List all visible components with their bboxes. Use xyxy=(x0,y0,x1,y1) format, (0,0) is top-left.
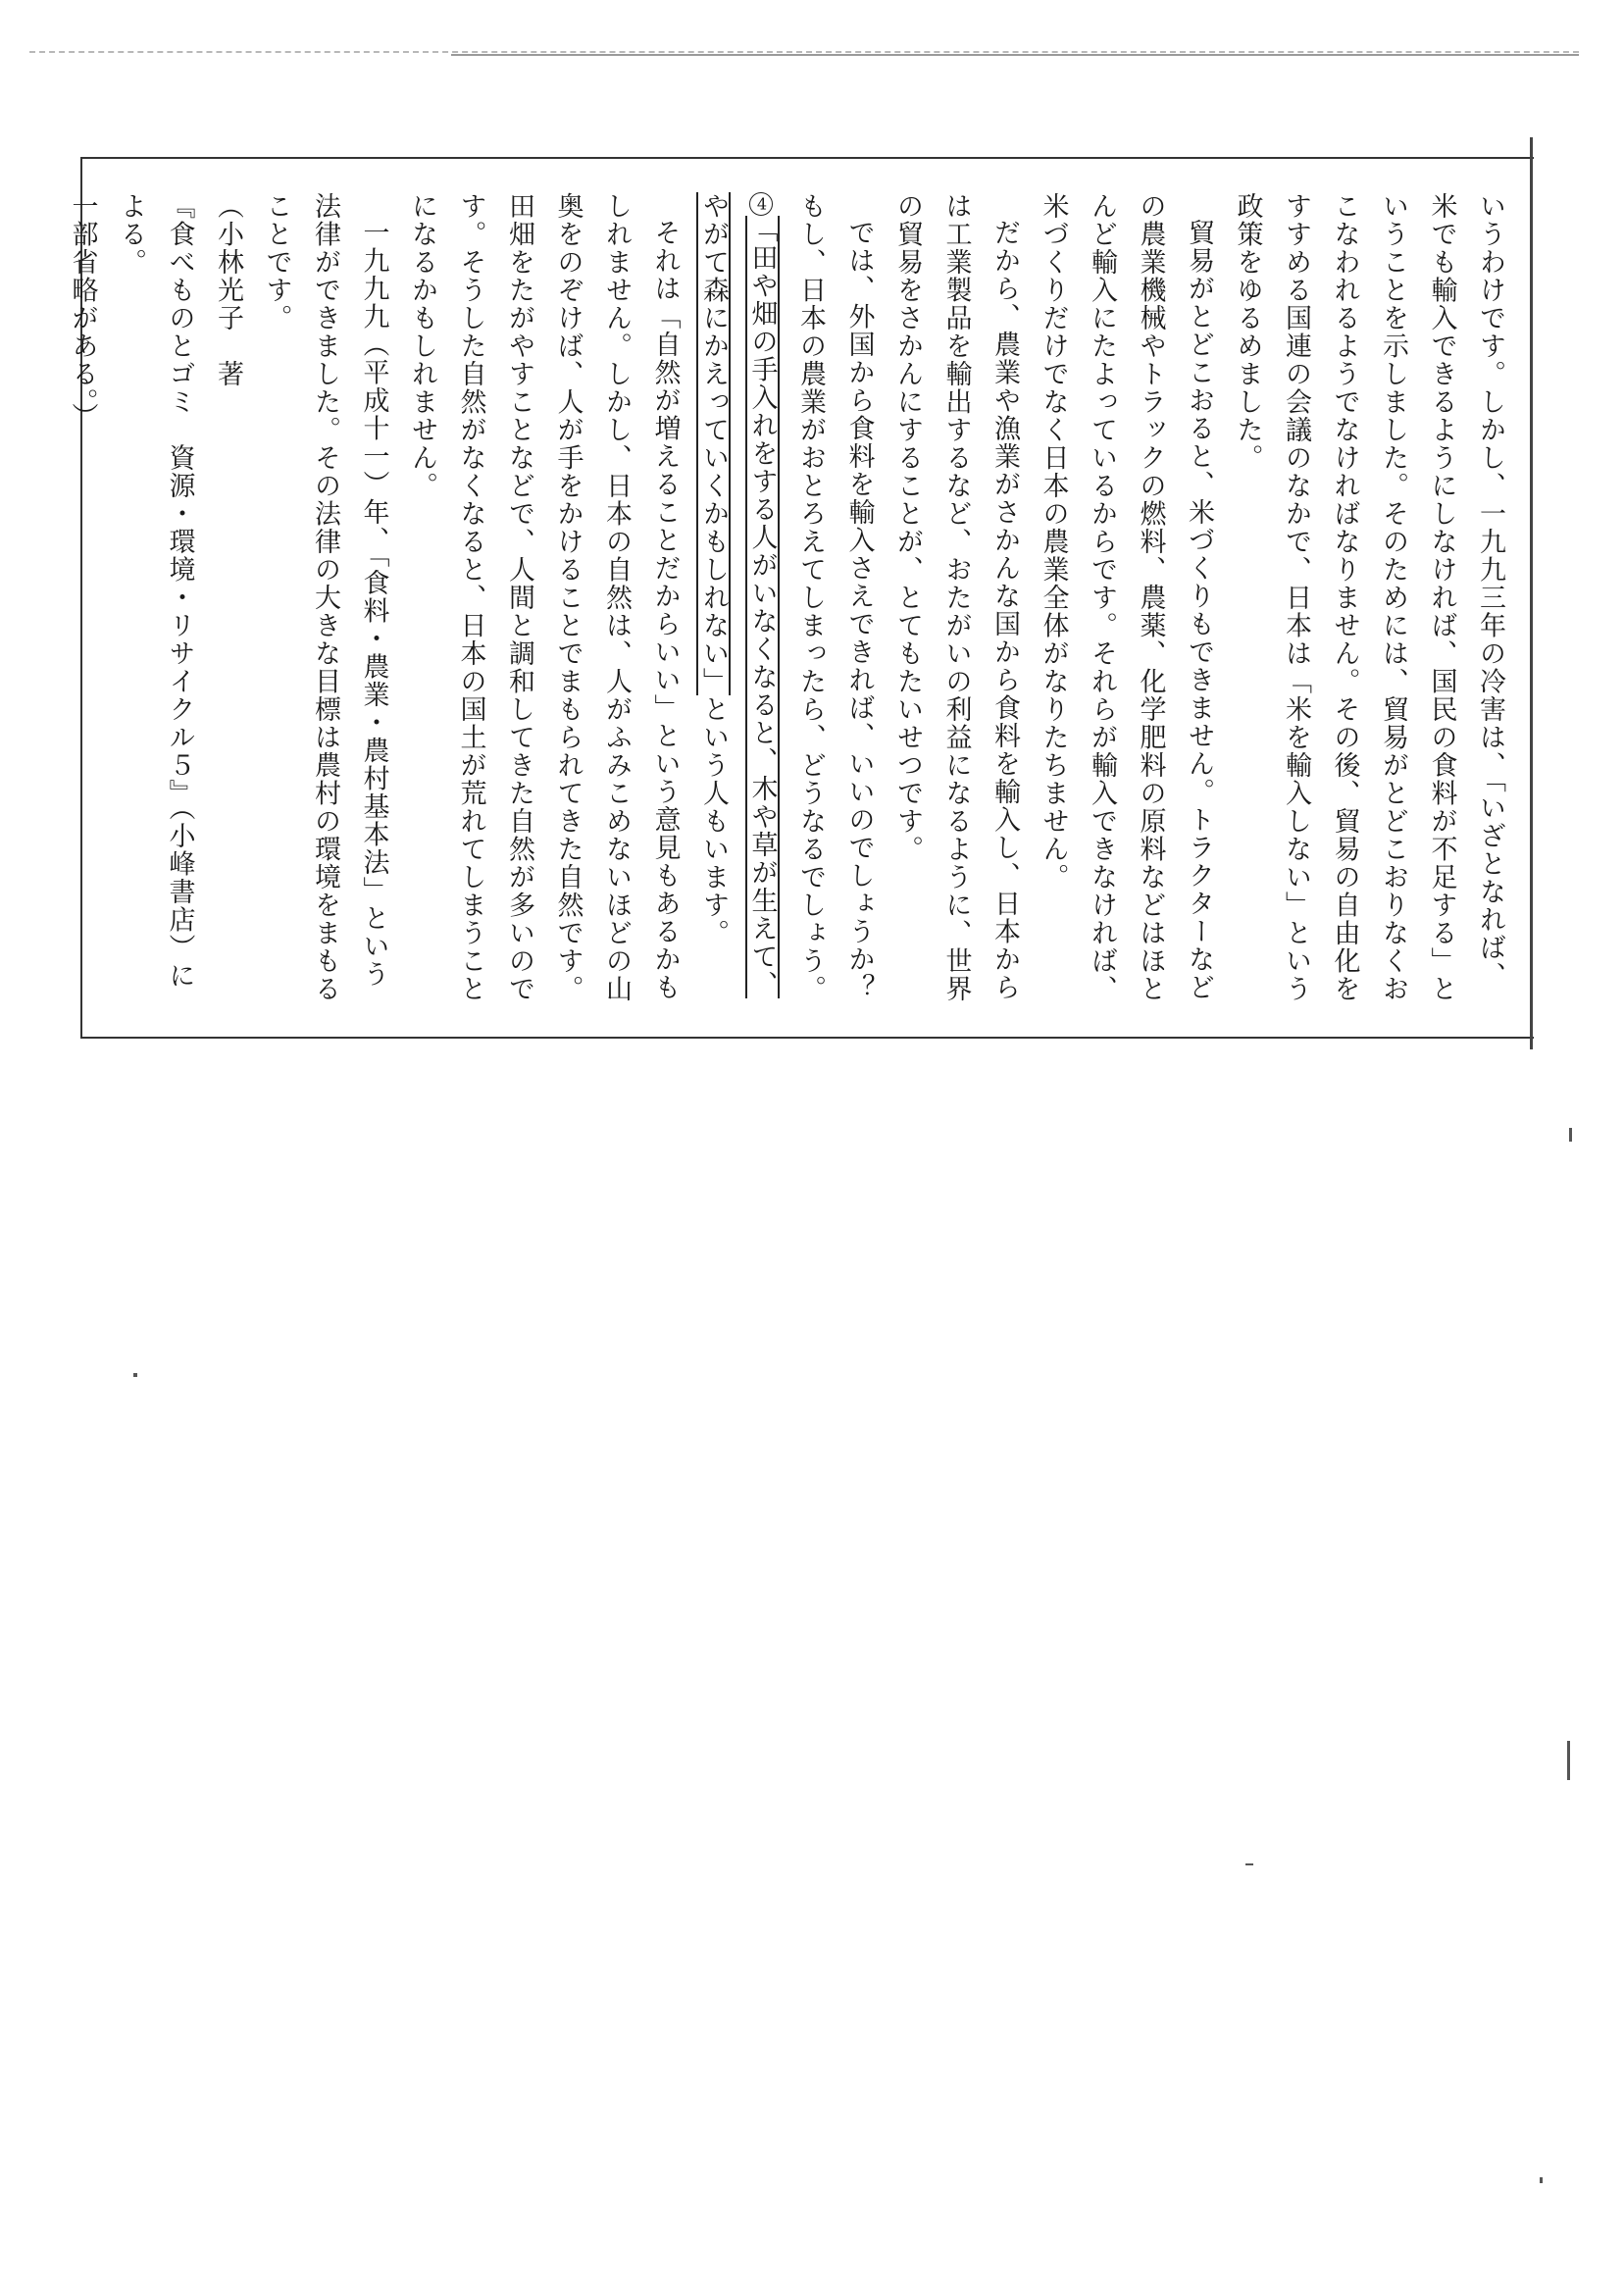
paragraph-1: いうわけです。しかし、一九九三年の冷害は、「いざとなれば、米でも輸入できるようにしなければ、国民の食料が不足する」ということを示しました。そのためには、貿易がとどこおりなくおこなわれるようでなければなりません。その後、貿易の自由化をすすめる国連の会議のなかで、日本は「米を輸入しない」という政策をゆるめました。 xyxy=(1232,192,1505,1003)
scan-border-line xyxy=(29,51,1579,53)
scan-speck xyxy=(1245,1863,1253,1865)
paragraph-4: では、外国から食料を輸入さえできれば、いいのでしょうか？ xyxy=(843,219,875,1001)
source-book: 『食べものとゴミ 資源・環境・リサイクル５』（小峰書店）による。 一部省略がある。） xyxy=(67,192,195,990)
scan-speck xyxy=(133,1373,137,1377)
scan-speck xyxy=(1569,1128,1572,1142)
paragraph-2: 貿易がとどこおると、米づくりもできません。トラクターなどの農業機械やトラックの燃料、農薬、化学肥料の原料などはほとんど輸入にたよっているからです。それらが輸入できなければ、米づくりだけでなく日本の農業全体がなりたちません。 xyxy=(1038,192,1214,1003)
reading-passage xyxy=(67,192,1514,1011)
underlined-quote: 「田や畑の手入れをする人がいなくなると、木や草が生えて、やがて森にかえっていくかもしれない」 xyxy=(698,192,778,998)
source-author: （小林光子 著 xyxy=(213,192,243,388)
scan-speck xyxy=(1540,2177,1543,2183)
paragraph-5: もし、日本の農業がおとろえてしまったら、どうなるでしょう。4「田や畑の手入れをする人がいなくなると、木や草が生えて、やがて森にかえっていくかもしれない」という人もいます。 xyxy=(698,192,826,1003)
question-number-marker: 4 xyxy=(749,192,773,216)
passage-frame-edge xyxy=(1530,137,1533,1049)
paragraph-3: だから、農業や漁業がさかんな国から食料を輸入し、日本からは工業製品を輸出するなど、おたがいの利益になるように、世界の貿易をさかんにすることが、とてもたいせつです。 xyxy=(892,192,1020,1003)
paragraph-7: 一九九九（平成十一）年、「食料・農業・農村基本法」という法律ができました。その法律の大きな目標は農村の環境をまもることです。 xyxy=(261,192,389,1003)
scan-speck xyxy=(1567,1741,1570,1780)
scan-border-line xyxy=(451,54,1579,56)
source-note: 一部省略がある。） xyxy=(67,192,98,431)
paragraph-6: それは「自然が増えることだからいい」という意見もあるかもしれません。しかし、日本の自然は、人がふみこめないほどの山奥をのぞけば、人が手をかけることでまもられてきた自然です。田畑をたがやすことなどで、人間と調和してきた自然が多いのです。そうした自然がなくなると、日本の国土が荒れてしまうことになるかもしれません。 xyxy=(407,192,681,1003)
